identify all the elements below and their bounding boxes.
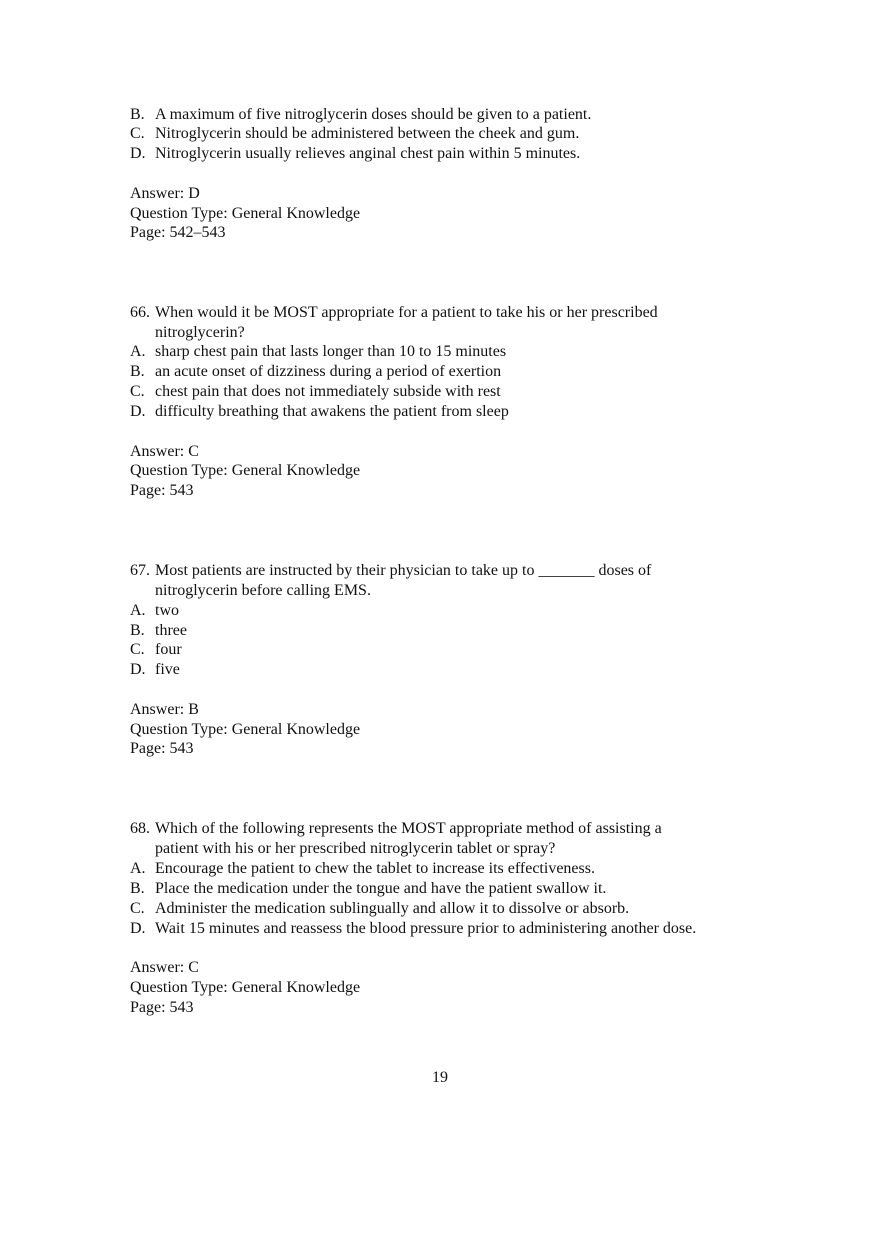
option-b (130, 362, 501, 382)
option-letter: C. (130, 641, 145, 658)
question-type-66: Question Type: General Knowledge (130, 462, 361, 479)
page-ref-67: Page: 543 (130, 740, 194, 757)
option-d (130, 402, 509, 422)
option-text: Wait 15 minutes and reassess the blood pressure prior to administering another dose. (155, 920, 697, 937)
option-letter: A. (130, 860, 146, 877)
option-letter: B. (130, 106, 145, 123)
option-text: sharp chest pain that lasts longer than 10 to 15 minutes (155, 343, 507, 360)
option-letter: D. (130, 661, 146, 678)
question-66-stem (130, 303, 658, 323)
page-number: 19 (432, 1069, 448, 1086)
option-a (130, 342, 506, 362)
question-type-67: Question Type: General Knowledge (130, 721, 361, 738)
answer-67: Answer: B (130, 701, 199, 718)
question-number: 68. (130, 820, 150, 837)
option-a (130, 601, 179, 621)
option-c (130, 640, 182, 660)
option-text: Nitroglycerin should be administered between the cheek and gum. (155, 125, 580, 142)
option-letter: A. (130, 602, 146, 619)
question-type-65: Question Type: General Knowledge (130, 205, 361, 222)
option-b (130, 879, 606, 899)
page-ref-66: Page: 543 (130, 482, 194, 499)
option-text: Administer the medication sublingually and allow it to dissolve or absorb. (155, 900, 630, 917)
option-text: five (155, 661, 180, 678)
option-letter: B. (130, 622, 145, 639)
option-d (130, 919, 696, 939)
question-text: When would it be MOST appropriate for a patient to take his or her prescribed (155, 304, 658, 321)
question-67-stem (130, 561, 651, 581)
option-letter: C. (130, 125, 145, 142)
option-letter: A. (130, 343, 146, 360)
option-d (130, 660, 180, 680)
option-letter: D. (130, 920, 146, 937)
answer-66: Answer: C (130, 443, 199, 460)
question-number: 67. (130, 562, 150, 579)
option-text: Encourage the patient to chew the tablet to increase its effectiveness. (155, 860, 595, 877)
option-letter: D. (130, 403, 146, 420)
question-number: 66. (130, 304, 150, 321)
option-text: difficulty breathing that awakens the patient from sleep (155, 403, 509, 420)
option-c (130, 382, 501, 402)
option-text: two (155, 602, 179, 619)
option-letter: C. (130, 383, 145, 400)
option-text: Place the medication under the tongue and have the patient swallow it. (155, 880, 607, 897)
answer-68: Answer: C (130, 959, 199, 976)
question-type-68: Question Type: General Knowledge (130, 979, 361, 996)
option-text: A maximum of five nitroglycerin doses should be given to a patient. (155, 106, 592, 123)
question-text: Which of the following represents the MOST appropriate method of assisting a (155, 820, 662, 837)
option-text: an acute onset of dizziness during a period of exertion (155, 363, 502, 380)
option-letter: D. (130, 145, 146, 162)
page-ref-65: Page: 542–543 (130, 224, 226, 241)
option-c (130, 899, 629, 919)
option-text: Nitroglycerin usually relieves anginal chest pain within 5 minutes. (155, 145, 581, 162)
question-text: Most patients are instructed by their physician to take up to _______ doses of (155, 562, 652, 579)
answer-65: Answer: D (130, 185, 200, 202)
question-68-stem-continued: patient with his or her prescribed nitroglycerin tablet or spray? (155, 840, 556, 857)
option-c (130, 124, 579, 144)
question-67-stem-continued: nitroglycerin before calling EMS. (155, 582, 371, 599)
option-letter: B. (130, 363, 145, 380)
question-68-stem (130, 819, 662, 839)
option-b (130, 105, 591, 125)
option-text: three (155, 622, 187, 639)
page-ref-68: Page: 543 (130, 999, 194, 1016)
option-text: four (155, 641, 182, 658)
option-letter: C. (130, 900, 145, 917)
option-a (130, 859, 595, 879)
option-d (130, 144, 580, 164)
option-b (130, 621, 187, 641)
option-letter: B. (130, 880, 145, 897)
option-text: chest pain that does not immediately subside with rest (155, 383, 501, 400)
question-66-stem-continued: nitroglycerin? (155, 324, 245, 341)
